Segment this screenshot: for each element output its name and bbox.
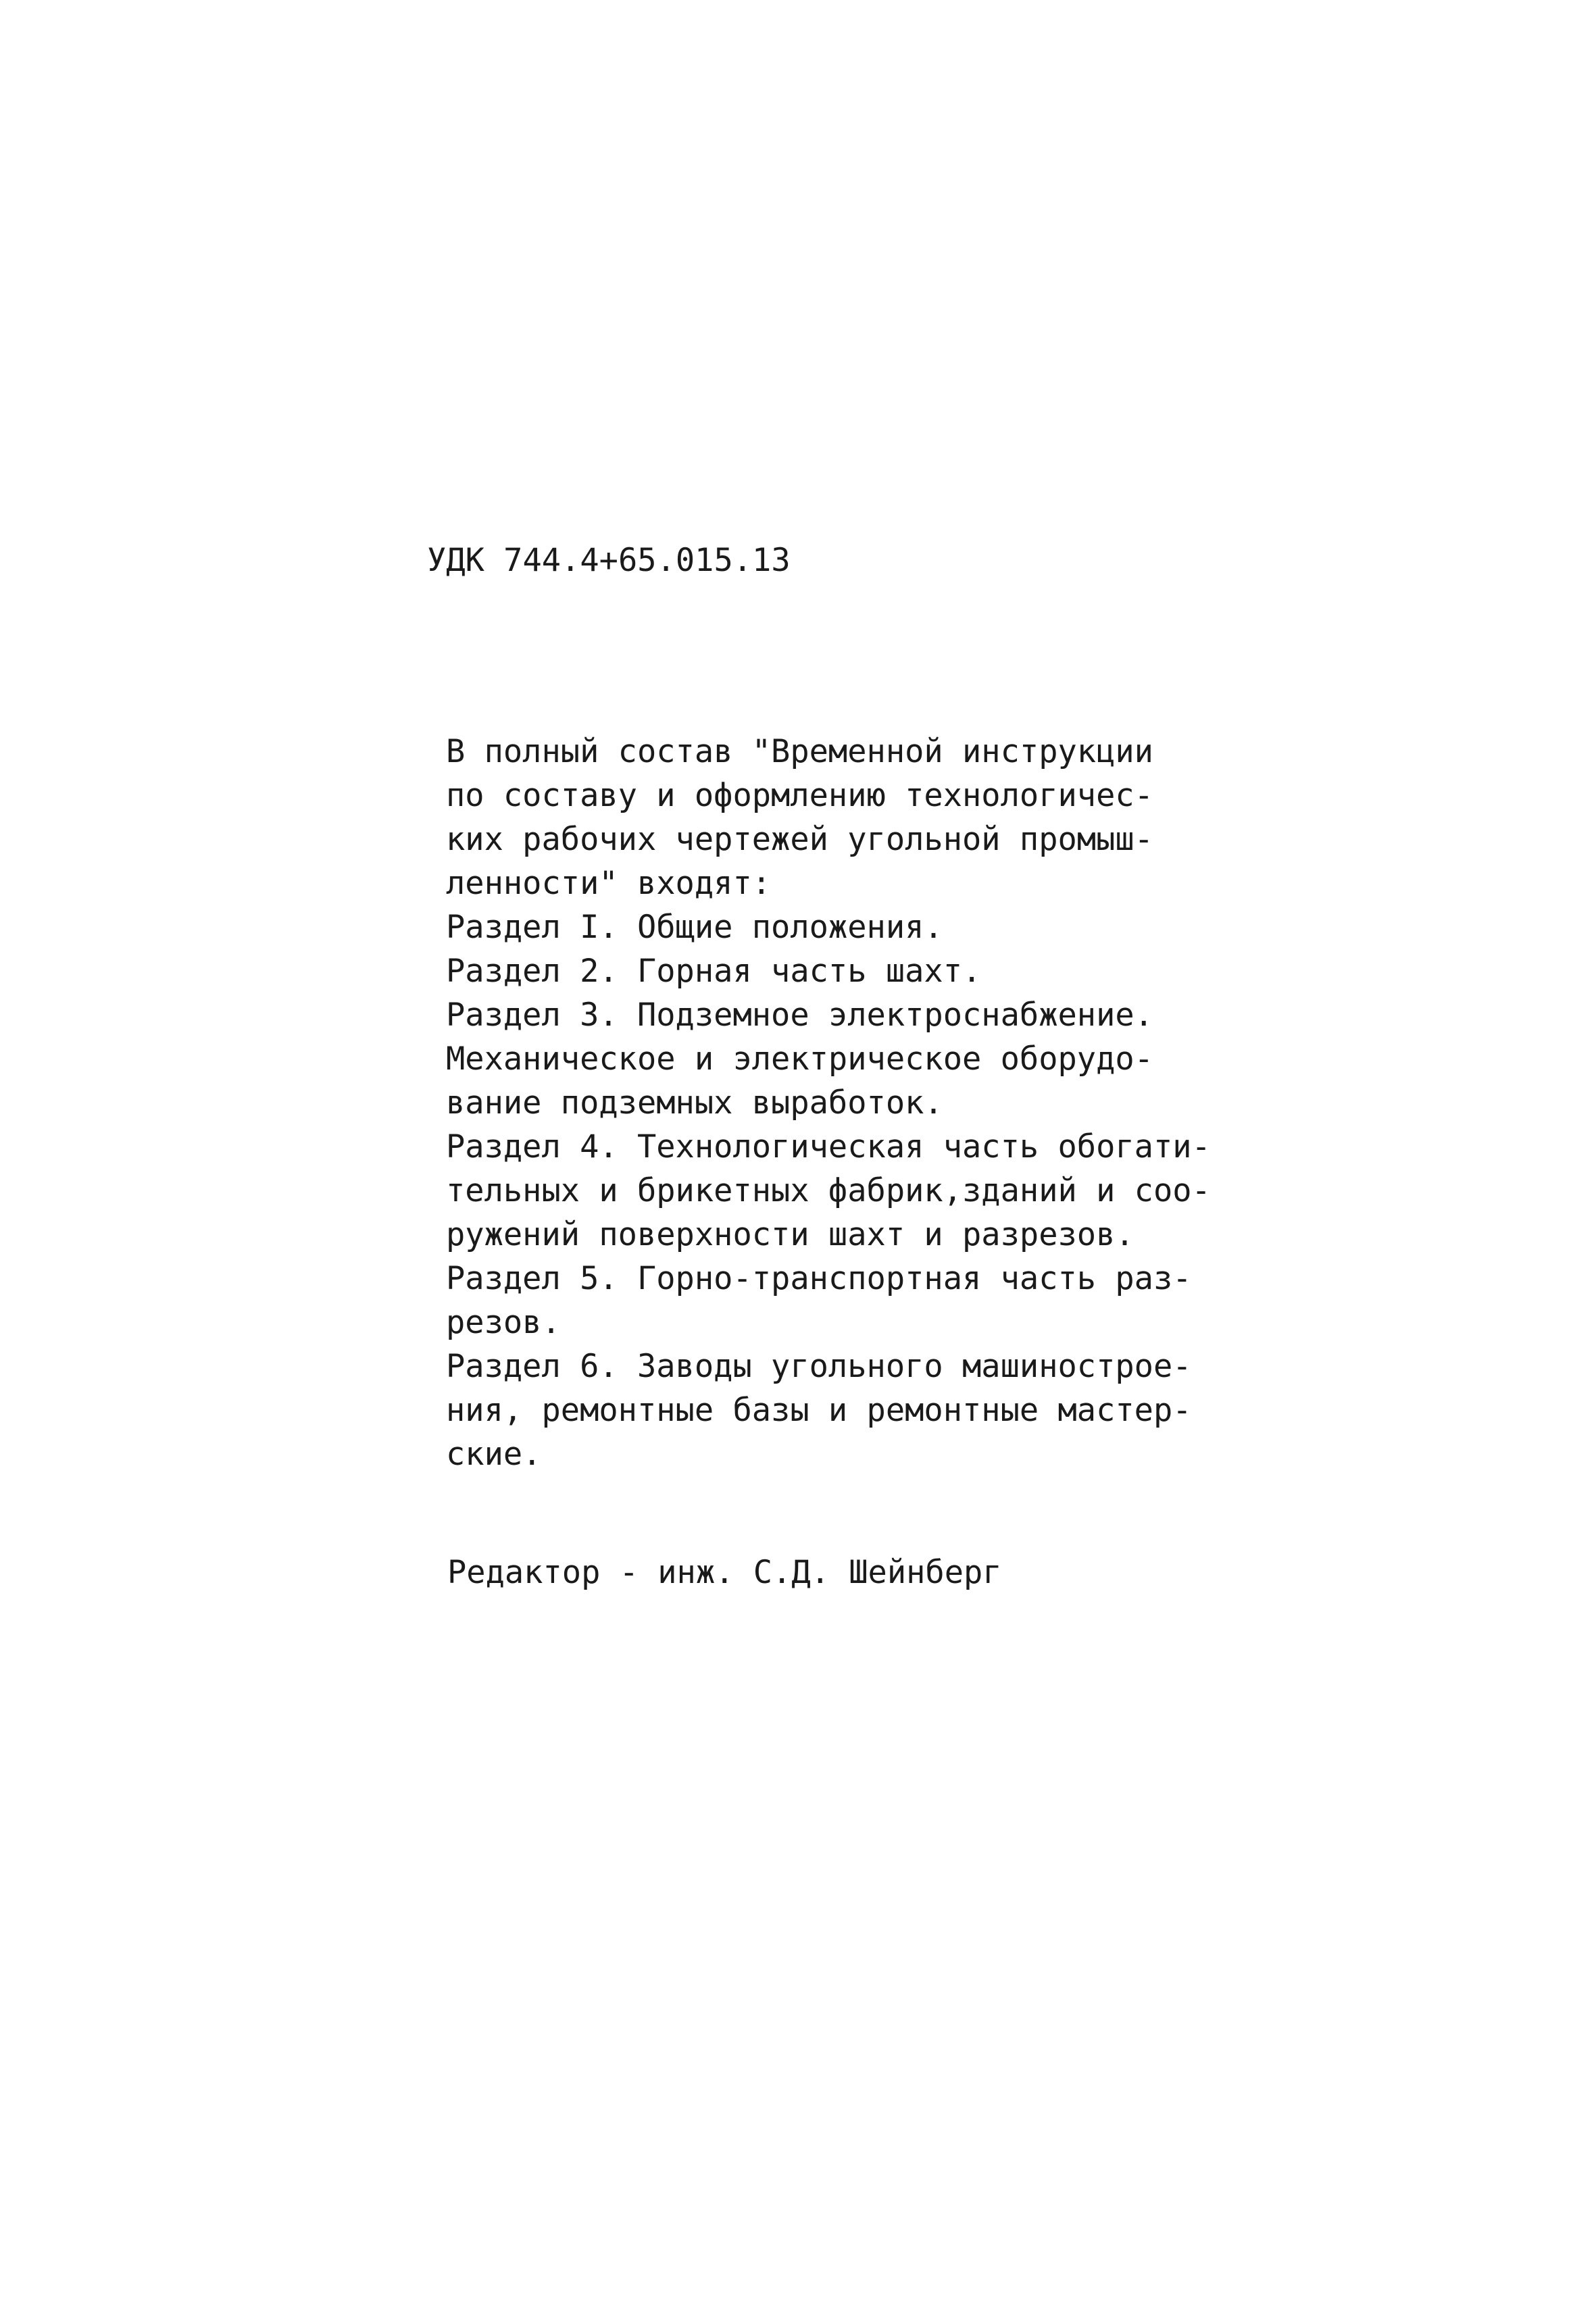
content-line: резов. [446, 1304, 561, 1341]
section-4-line: Раздел 4. Технологическая часть обогати- [446, 1128, 1211, 1165]
content-line: ские. [446, 1436, 542, 1473]
content-line: ких рабочих чертежей угольной промыш- [446, 821, 1153, 858]
content-line: вание подземных выработок. [446, 1084, 943, 1122]
editor-credit: Редактор - инж. С.Д. Шейнберг [447, 1554, 1002, 1591]
section-6-line: Раздел 6. Заводы угольного машинострое- [446, 1348, 1192, 1385]
content-line: Механическое и электрическое оборудо- [446, 1040, 1153, 1078]
udk-code: УДК 744.4+65.015.13 [427, 542, 791, 579]
section-1-line: Раздел I. Общие положения. [446, 909, 943, 946]
content-line: В полный состав "Временной инструкции [446, 733, 1153, 770]
content-line: ния, ремонтные базы и ремонтные мастер- [446, 1392, 1192, 1429]
section-2-line: Раздел 2. Горная часть шахт. [446, 953, 982, 990]
content-line: ленности" входят: [446, 865, 772, 902]
section-3-line: Раздел 3. Подземное электроснабжение. [446, 997, 1153, 1034]
content-line: ружений поверхности шахт и разрезов. [446, 1216, 1134, 1253]
section-5-line: Раздел 5. Горно-транспортная часть раз- [446, 1260, 1192, 1297]
sections-list [446, 730, 1426, 1476]
content-line: тельных и брикетных фабрик,зданий и соо- [446, 1172, 1211, 1209]
content-line: по составу и оформлению технологичес- [446, 777, 1153, 814]
